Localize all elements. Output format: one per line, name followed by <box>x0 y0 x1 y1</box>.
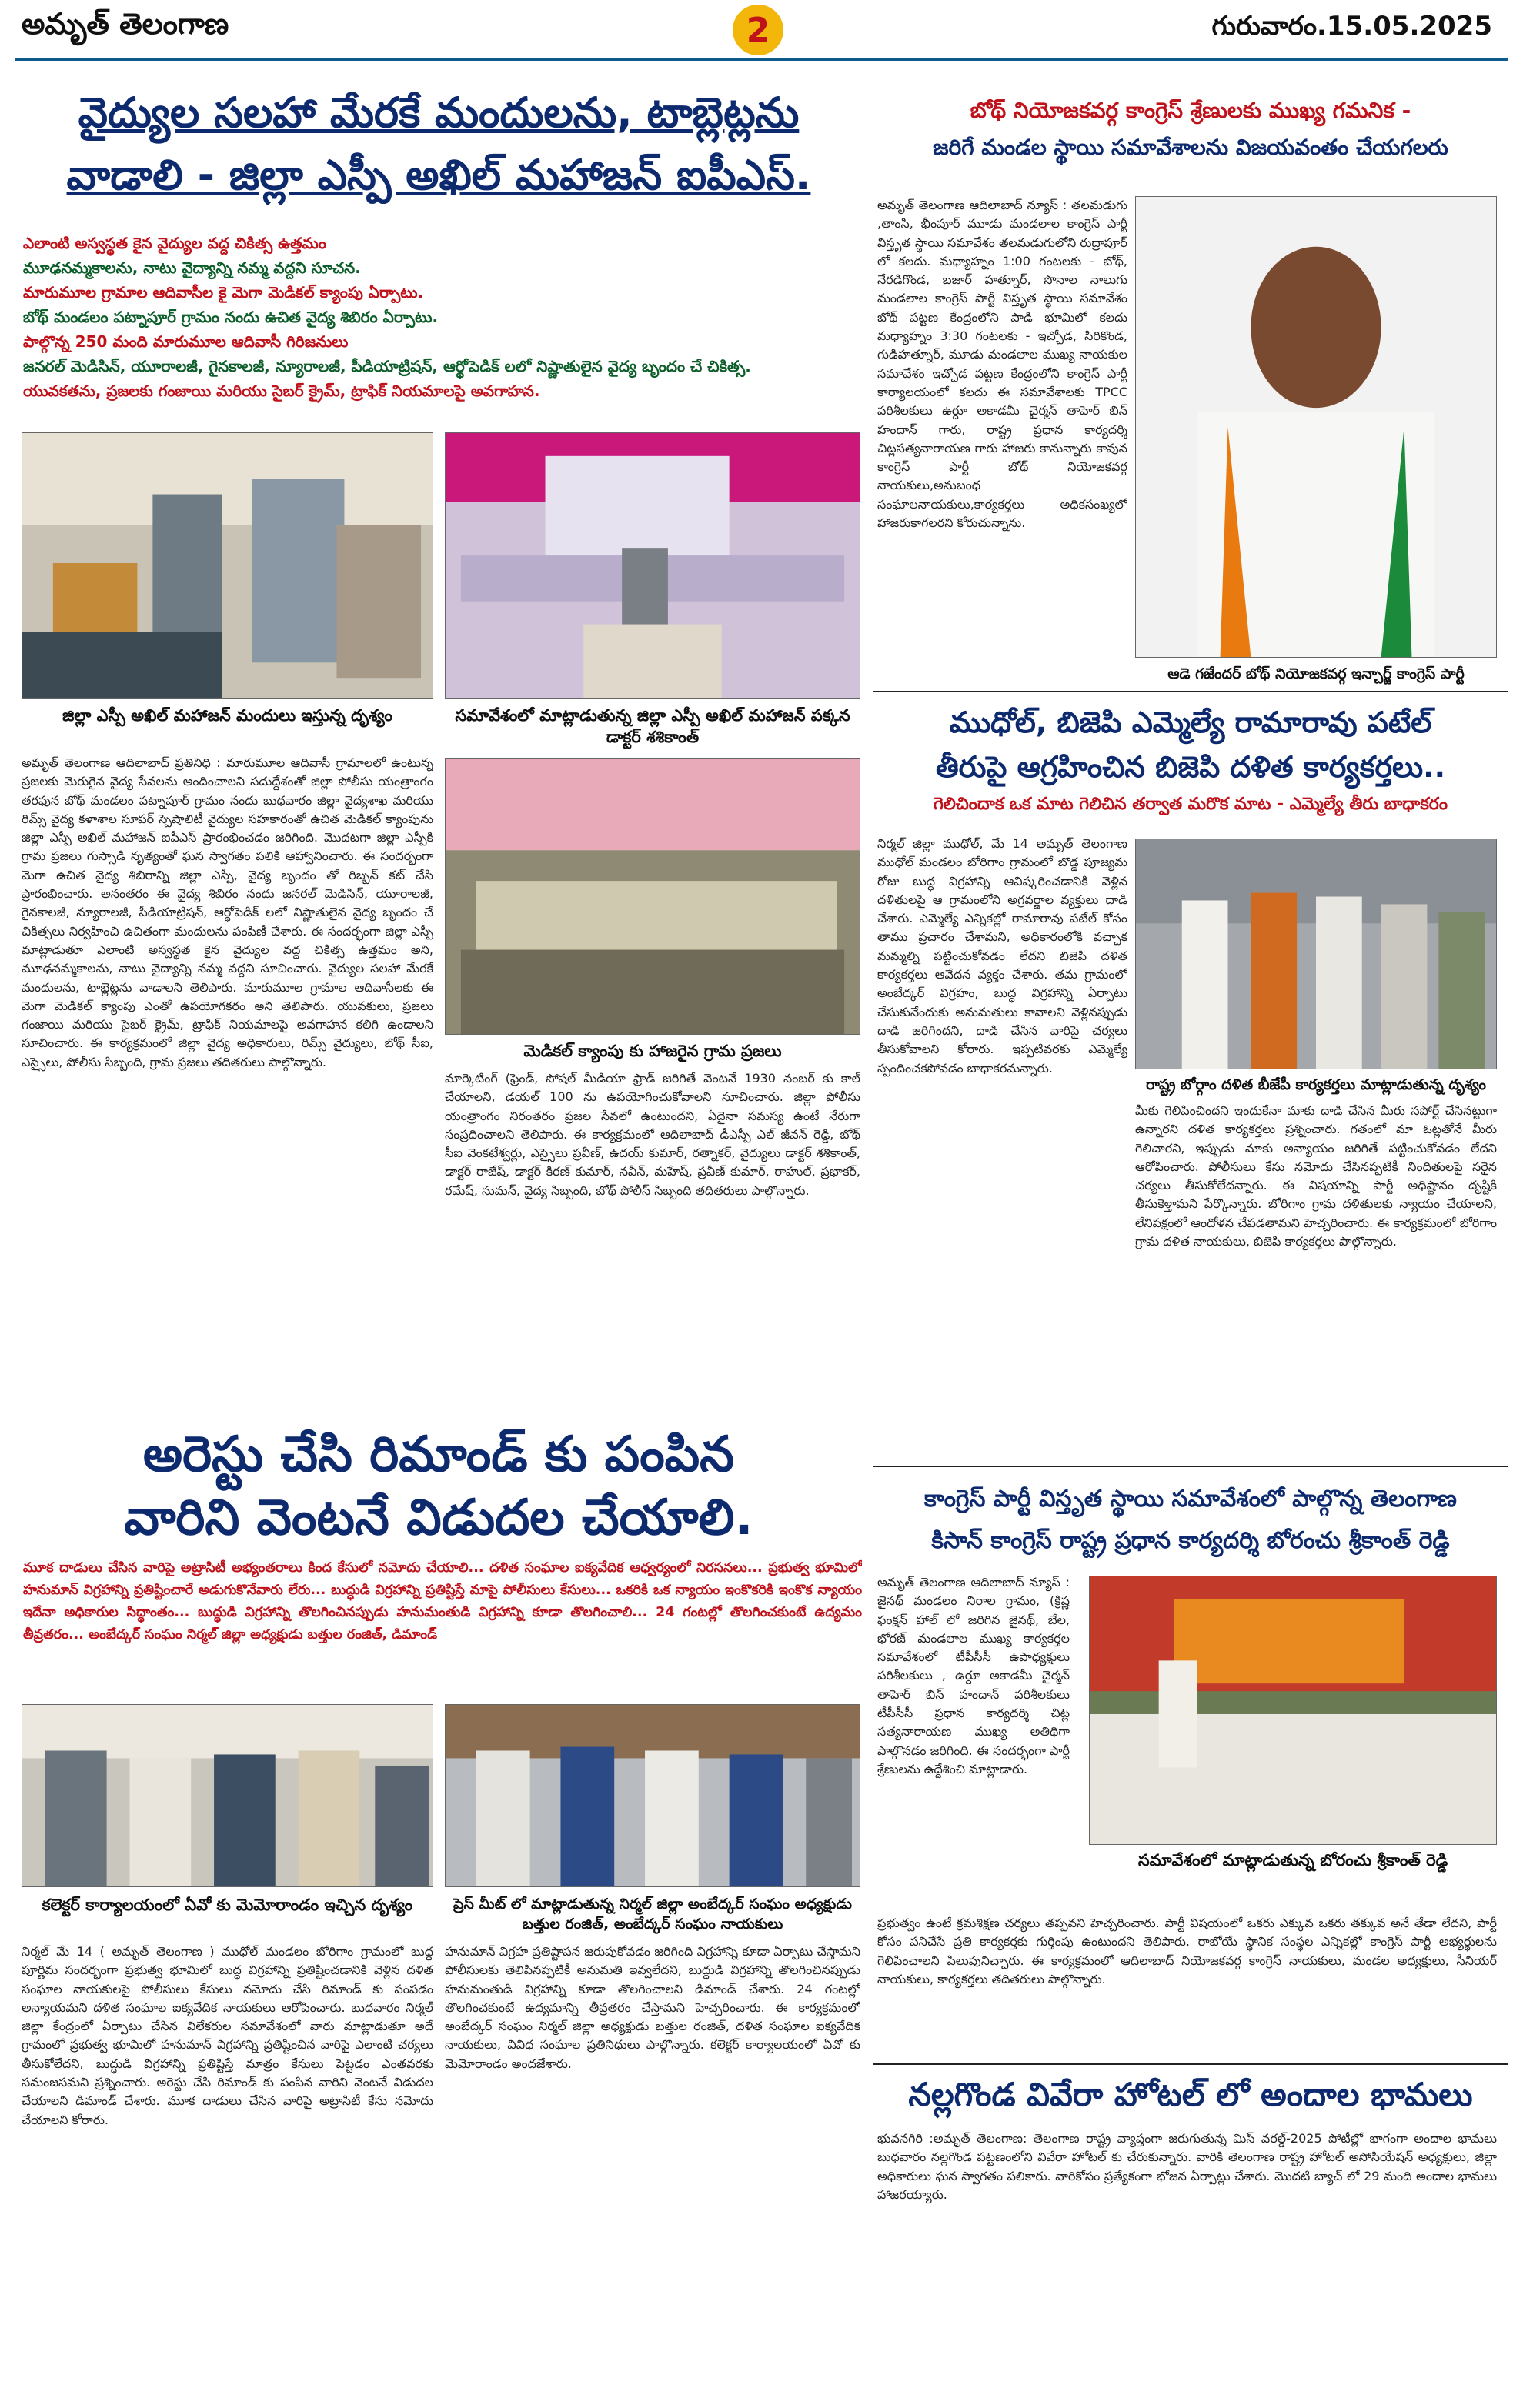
story1-body-text-continued: మార్కెటింగ్ (ఫ్రెండ్, సోషల్ మీడియా ఫ్రాడ్ జరిగితే వెంటనే 1930 నంబర్ కు కాల్ చేయాలని, డయల్ 100 ను ఉపయోగించుకోవాలని సూచించారు. జిల్లా పోలీసు యంత్రాంగం నిరంతరం ప్రజల సేవలో ఉంటుందని, ఏదైనా సమస్య ఉంటే నేరుగా సంప్రదించాలని తెలిపారు. ఈ కార్యక్రమంలో ఆదిలాబాద్ డీఎస్పీ ఎల్ జీవన్ రెడ్డి, బోథ్ సీఐ వెంకటేశ్వర్లు, ఎస్సైలు ప్రవీణ్, ఉదయ్ కుమార్, రత్నాకర్, వైద్యులు డాక్టర్ శశికాంత్, డాక్టర్ రాజేష్, డాక్టర్ కిరణ్ కుమార్, నవీన్, మహేష్, ప్రవీణ్ కుమార్, రాహుల్, ప్రభాకర్, రమేష్, సుమన్, వైద్య సిబ్బంది, బోథ్ పోలీస్ సిబ్బంది తదితరులు పాల్గొన్నారు. <box>445 1071 860 1198</box>
story2-headline-line1: బోథ్ నియోజకవర్గ కాంగ్రెస్ శ్రేణులకు ముఖ్య గమనిక - <box>970 98 1411 123</box>
story4-headline <box>15 1423 862 1549</box>
paper-name: అమృత్ తెలంగాణ <box>22 6 229 41</box>
story1-highlight-item: మూఢనమ్మకాలను, నాటు వైద్యాన్ని నమ్మ వద్దని సూచన. <box>23 258 361 277</box>
story3-photo-caption: రాష్ట్ర బోర్గాం దళిత బీజేపీ కార్యకర్తలు మాట్లాడుతున్న దృశ్యం <box>1145 1076 1487 1093</box>
story2-body-text: అమృత్ తెలంగాణ ఆదిలాబాద్ న్యూస్ : తలమడుగు ,తాంసి, భీంపూర్ మూడు మండలాల కాంగ్రెస్ పార్టీ విస్తృత స్థాయి సమావేశం తలమడుగులోని రుద్రాపూర్ లో కలదు. మధ్యాహ్నం 1:00 గంటలకు - బోథ్, నేరడిగొండ, బజార్ హత్నూర్, సొనాల నాలుగు మండలాల కాంగ్రెస్ పార్టీ విస్తృత స్థాయి సమావేశం బోథ్ పట్టణ కేంద్రంలోని పాడి భూమిలో కలదు మధ్యాహ్నం 3:30 గంటలకు - ఇచ్చోడ, సిరికొండ, గుడిహత్నూర్, మూడు మండలాల ముఖ్య నాయకుల సమావేశం ఇచ్చోడ పట్టణ కేంద్రంలోని కాంగ్రెస్ పార్టీ కార్యాలయంలో కలదు ఈ సమావేశాలకు TPCC పరిశీలకులు ఉర్దూ అకాడమీ చైర్మన్ తాహెర్ బిన్ హందాన్ గారు, రాష్ట్ర ప్రధాన కార్యదర్శి చిట్లసత్యనారాయణ గారు హాజరు కానున్నారు కావున కాంగ్రెస్ పార్టీ బోథ్ నియోజకవర్గ నాయకులు,అనుబంధ సంఘాలనాయకులు,కార్యకర్తలు అధికసంఖ్యలో హాజరుకాగలరని కోరుచున్నాను. <box>877 198 1127 531</box>
story3-body-text-right: మీకు గెలిపించిందని ఇందుకేనా మాకు దాడి చేసిన మీరు సపోర్ట్ చేసినట్టుగా ఉన్నారని దళిత కార్యకర్తలు ప్రశ్నించారు. గతంలో మా ఓట్లతోనే మీరు గెలిచారని, ఇప్పుడు మాకు అన్యాయం జరిగితే పట్టించుకోవడం లేదని ఆరోపించారు. పోలీసులు కేసు నమోదు చేసినప్పటికీ నిందితులపై సరైన చర్యలు తీసుకోలేదన్నారు. ఈ విషయాన్ని పార్టీ అధిష్టానం దృష్టికి తీసుకెళ్తామని పేర్కొన్నారు. బోరిగాం గ్రామ దళితులకు న్యాయం చేయాలని, లేనిపక్షంలో ఆందోళన చేపడతామని హెచ్చరించారు. ఈ కార్యక్రమంలో బోరిగాం గ్రామ దళిత నాయకులు, బిజెపి కార్యకర్తలు పాల్గొన్నారు. <box>1135 1103 1497 1249</box>
story1-highlight-item: ఎలాంటి అస్వస్థత కైన వైద్యుల వద్ద చికిత్స ఉత్తమం <box>23 234 326 252</box>
story6-body-text: భువనగిరి :అమృత్ తెలంగాణ: తెలంగాణ రాష్ట్ర వ్యాప్తంగా జరుగుతున్న మిస్ వరల్డ్-2025 పోటీల్లో భాగంగా అందాల భామలు బుధవారం నల్లగొండ పట్టణంలోని వివేరా హోటల్ కు చేరుకున్నారు. వారికి తెలంగాణ రాష్ట్ర హోటల్ అసోసియేషన్ అధ్యక్షులు, జిల్లా అధికారులు ఘన స్వాగతం పలికారు. వారికోసం ప్రత్యేకంగా భోజన ఏర్పాట్లు చేశారు. మొదటి బ్యాచ్ లో 29 మంది అందాల భామలు హాజరయ్యారు. <box>877 2131 1497 2202</box>
issue-date: గురువారం.15.05.2025 <box>1211 11 1492 42</box>
story5-photo-srikanth-speaking <box>1089 1576 1497 1845</box>
story4-body-text-left: నిర్మల్ మే 14 ( అమృత్ తెలంగాణ ) ముధోల్ మండలం బోరిగాం గ్రామంలో బుద్ధ పూర్ణిమ సందర్భంగా ప్రభుత్వ భూమిలో బుద్ధ విగ్రహాన్ని ప్రతిష్టించడానికి వెళ్లిన దళిత సంఘాల నాయకులపై పోలీసులు కేసులు నమోదు చేసి రిమాండ్ కు పంపడం అన్యాయమని దళిత సంఘాల ఐక్యవేదిక నాయకులు ఆరోపించారు. బుధవారం నిర్మల్ జిల్లా కేంద్రంలో ఏర్పాటు చేసిన విలేకరుల సమావేశంలో వారు మాట్లాడుతూ అదే గ్రామంలో ప్రభుత్వ భూమిలో హనుమాన్ విగ్రహాన్ని ప్రతిష్టించిన వారిపై ఎలాంటి చర్యలు తీసుకోలేదని, బుద్ధుడి విగ్రహాన్ని ప్రతిష్టిస్తే మాత్రం కేసులు పెట్టడం ఎంతవరకు సమంజసమని ప్రశ్నించారు. అరెస్టు చేసి రిమాండ్ కు పంపిన వారిని వెంటనే విడుదల చేయాలని డిమాండ్ చేశారు. మూక దాడులు చేసిన వారిపై అట్రాసిటీ కేసు నమోదు చేయాలని కోరారు. <box>22 1944 433 2127</box>
story1-headline-line1: వైద్యుల సలహా మేరకే మందులను, టాబ్లెట్లను <box>78 88 800 137</box>
story5-body-text-bottom: ప్రభుత్వం ఉంటే క్రమశిక్షణ చర్యలు తప్పవని హెచ్చరించారు. పార్టీ విషయంలో ఒకరు ఎక్కువ ఒకరు తక్కువ అనే తేడా లేదని, పార్టీ కోసం పనిచేసే ప్రతి కార్యకర్తకు గుర్తింపు ఉంటుందని తెలిపారు. రాబోయే స్థానిక సంస్థల ఎన్నికల్లో కాంగ్రెస్ పార్టీ అభ్యర్థులను గెలిపించాలని పిలుపునిచ్చారు. ఈ కార్యక్రమంలో ఆదిలాబాద్ నియోజకవర్గ కాంగ్రెస్ నాయకులు, మండల అధ్యక్షులు, సీనియర్ నాయకులు, కార్యకర్తలు తదితరులు పాల్గొన్నారు. <box>877 1916 1497 1986</box>
story4-highlight-text: మూక దాడులు చేసిన వారిపై అట్రాసిటీ అభ్యంతరాలు కింద కేసులో నమోదు చేయాలి... దళిత సంఘాల ఐక్యవేదిక ఆధ్వర్యంలో నిరసనలు... ప్రభుత్వ భూమిలో హనుమాన్ విగ్రహాన్ని ప్రతిష్టించారే అడుగుకొనేవారు లేరు... బుద్ధుడి విగ్రహాన్ని ప్రతిష్టిస్తే మాపై పోలీసులు కేసులు... ఒకరికి ఒక న్యాయం ఇంకొకరికి ఇంకొక న్యాయం ఇదేనా అధికారుల సిద్ధాంతం... బుద్ధుడి విగ్రహాన్ని తొలగించినప్పుడు హనుమంతుడి విగ్రహాన్ని కూడా తొలగించాలి... 24 గంటల్లో తొలగించకుంటే ఉద్యమం తీవ్రతరం... అంబేద్కర్ సంఘం నిర్మల్ జిల్లా అధ్యక్షుడు బత్తుల రంజిత్, డిమాండ్ <box>23 1560 862 1643</box>
story1-highlight-item: జనరల్ మెడిసిన్, యూరాలజీ, గైనకాలజీ, న్యూరాలజీ, పీడియాట్రిషన్, ఆర్థోపెడిక్ లలో నిష్ణాతులైన వైద్య బృందం చే చికిత్స. <box>23 357 751 375</box>
story5-headline-line1: కాంగ్రెస్ పార్టీ విస్తృత స్థాయి సమావేశంలో పాల్గొన్న తెలంగాణ <box>924 1486 1457 1513</box>
story3-headline-line1: ముధోల్, బిజెపి ఎమ్మెల్యే రామారావు పటేల్ <box>949 705 1432 739</box>
story3-headline-line2: తీరుపై ఆగ్రహించిన బిజెపి దళిత కార్యకర్తలు.. <box>935 750 1446 784</box>
story1-headline-line2: వాడాలి - జిల్లా ఎస్పీ అఖిల్ మహాజన్ ఐపీఎస్. <box>66 151 811 199</box>
story1-highlight-item: యువకతను, ప్రజలకు గంజాయి మరియు సైబర్ క్రైమ్, ట్రాఫిక్ నియమాలపై అవగాహన. <box>23 382 540 400</box>
page-number: 2 <box>746 10 770 50</box>
story4-headline-line2: వారిని వెంటనే విడుదల చేయాలి. <box>124 1489 753 1546</box>
story1-photo-sp-speaking <box>445 432 860 699</box>
story3-photo-dalit-workers <box>1135 839 1497 1069</box>
story1-photo-caption-2: సమావేశంలో మాట్లాడుతున్న జిల్లా ఎస్పీ అఖిల్ మహాజన్ పక్కన డాక్టర్ శశికాంత్ <box>455 706 850 746</box>
story1-highlights <box>23 231 862 403</box>
story5-body-text-left: అమృత్ తెలంగాణ ఆదిలాబాద్ న్యూస్ : జైనథ్ మండలం నిరాల గ్రామం, (క్రిష్ణ ఫంక్షన్ హాల్ లో జరిగిన జైనథ్, బేల, భోరజ్ మండలాల ముఖ్య కార్యకర్తల సమావేశంలో టీపీసీసీ ఉపాధ్యక్షులు పరిశీలకులు , ఉర్దూ అకాడమీ చైర్మన్ తాహెర్ బిన్ హందాన్ పరిశీలకులు టీపీసీసీ ప్రధాన కార్యదర్శి చిట్ల సత్యనారాయణ ముఖ్య అతిథిగా పాల్గొనడం జరిగింది. ఈ సందర్భంగా పార్టీ శ్రేణులను ఉద్దేశించి మాట్లాడారు. <box>877 1575 1070 1776</box>
story4-photo-caption-1: కలెక్టర్ కార్యాలయంలో ఏవో కు మెమోరాండం ఇచ్చిన దృశ్యం <box>42 1896 413 1914</box>
story3-headline <box>873 700 1508 820</box>
story3-body-text-left: నిర్మల్ జిల్లా ముధోల్, మే 14 అమృత్ తెలంగాణ ముధోల్ మండలం బోరిగాం గ్రామంలో బొడ్డ పూజ్యమ రోజు బుద్ధ విగ్రహాన్ని ఆవిష్కరించడానికి వెళ్లిన దళితులపై ఆ గ్రామంలోని అగ్రవర్ణాల వ్యక్తులు దాడి చేశారు. ఎమ్మెల్యే ఎన్నికల్లో రామారావు పటేల్ కోసం తాము ప్రచారం చేశామని, అధికారంలోకి వచ్చాక మమ్మల్ని పట్టించుకోవడం లేదని బిజెపి దళిత కార్యకర్తలు ఆవేదన వ్యక్తం చేశారు. తమ గ్రామంలో అంబేద్కర్ విగ్రహం, బుద్ధ విగ్రహాన్ని ఏర్పాటు చేసుకునేందుకు అనుమతులు కావాలని వెళ్లినప్పుడు దాడి జరిగిందని, దాడి చేసిన వారిపై చర్యలు తీసుకోవాలని కోరారు. ఇప్పటివరకు ఎమ్మెల్యే స్పందించకపోవడం బాధాకరమన్నారు. <box>877 836 1127 1076</box>
story2-photo-caption: ఆడె గజేందర్ బోథ్ నియోజకవర్గ ఇన్చార్జ్ కాంగ్రెస్ పార్టీ <box>1167 665 1465 682</box>
masthead-rule <box>15 58 1508 61</box>
story5-headline <box>873 1479 1508 1562</box>
story1-photo-villagers <box>445 758 860 1035</box>
story5-photo-caption: సమావేశంలో మాట్లాడుతున్న బోరంచు శ్రీకాంత్ రెడ్డి <box>1137 1851 1448 1869</box>
story6-headline: నల్లగొండ వివేరా హోటల్ లో అందాల భామలు <box>908 2076 1473 2113</box>
story4-body-text-right: హనుమాన్ విగ్రహ ప్రతిష్టాపన జరుపుకోవడం జరిగింది విగ్రహాన్ని కూడా ఏర్పాటు చేస్తామని పోలీసులకు తెలిపినప్పటికీ అనుమతి ఇవ్వలేదని, బుద్ధుడి విగ్రహాన్ని తొలగించినప్పుడు హనుమంతుడి విగ్రహాన్ని కూడా తొలగించాలని డిమాండ్ చేశారు. 24 గంటల్లో తొలగించకుంటే ఉద్యమాన్ని తీవ్రతరం చేస్తామని హెచ్చరించారు. ఈ కార్యక్రమంలో అంబేద్కర్ సంఘం నిర్మల్ జిల్లా అధ్యక్షుడు బత్తుల రంజిత్, దళిత సంఘాల ఐక్యవేదిక నాయకులు, వివిధ సంఘాల ప్రతినిధులు పాల్గొన్నారు. కలెక్టర్ కార్యాలయంలో ఏవో కు మెమోరాండం అందజేశారు. <box>445 1944 860 2071</box>
story4-headline-line1: అరెస్టు చేసి రిమాండ్ కు పంపిన <box>142 1426 735 1483</box>
divider <box>873 1466 1508 1467</box>
story3-subhead: గెలిచిందాక ఒక మాట గెలిచిన తర్వాత మరొక మాట - ఎమ్మెల్యే తీరు బాధాకరం <box>933 795 1448 814</box>
masthead <box>0 0 1523 58</box>
story1-photo-caption-1: జిల్లా ఎస్పీ అఖిల్ మహాజన్ మందులు ఇస్తున్న దృశ్యం <box>62 706 392 725</box>
story1-highlight-item: పాల్గొన్న 250 మంది మారుమూల ఆదివాసీ గిరిజనులు <box>23 332 349 351</box>
story4-photo-caption-2: ప్రెస్ మీట్ లో మాట్లాడుతున్న నిర్మల్ జిల్లా అంబేద్కర్ సంఘం అధ్యక్షుడు బత్తుల రంజిత్, అంబేద్కర్ సంఘం నాయకులు <box>453 1896 852 1933</box>
story1-photo-sp-distributing-medicine <box>22 432 433 699</box>
divider <box>873 2063 1508 2065</box>
story2-headline <box>873 92 1508 166</box>
story1-headline <box>15 85 862 209</box>
story1-highlight-item: మారుమూల గ్రామాల ఆదివాసీల కై మెగా మెడికల్ క్యాంపు ఏర్పాటు. <box>23 283 424 302</box>
story1-highlight-item: బోథ్ మండలం పట్నాపూర్ గ్రామం నందు ఉచిత వైద్య శిబిరం ఏర్పాటు. <box>23 308 439 326</box>
story5-headline-line2: కిసాన్ కాంగ్రెస్ రాష్ట్ర ప్రధాన కార్యదర్శి బోరంచు శ్రీకాంత్ రెడ్డి <box>931 1527 1450 1554</box>
page-number-badge <box>733 5 783 55</box>
story1-body-text: అమృత్ తెలంగాణ ఆదిలాబాద్ ప్రతినిధి : మారుమూల ఆదివాసీ గ్రామాలలో ఉంటున్న ప్రజలకు మెరుగైన వైద్య సేవలను అందించాలని సదుద్దేశంతో జిల్లా పోలీసు యంత్రాంగం తరఫున బోథ్ మండలం పట్నాపూర్ గ్రామం నందు బుధవారం జిల్లా వైద్యశాఖ మరియు రిమ్స్ వైద్య కళాశాల సూపర్ స్పెషాలిటీ వైద్యుల సహకారంతో ఉచిత మెడికల్ క్యాంపును జిల్లా ఎస్పీ అఖిల్ మహాజన్ ఐపీఎస్ ప్రారంభించడం జరిగింది. మొదటగా జిల్లా ఎస్పీకి గ్రామ ప్రజలు గుస్సాడి నృత్యంతో ఘన స్వాగతం పలికి ఆహ్వానించారు. ఈ సందర్భంగా మెగా ఉచిత వైద్య శిబిరాన్ని జిల్లా ఎస్పీ, వైద్య బృందం తో రిబ్బన్ కట్ చేసి ప్రారంభించారు. అనంతరం ఈ వైద్య శిబిరం నందు జనరల్ మెడిసిన్, యూరాలజీ, గైనకాలజీ, న్యూరాలజీ, పీడియాట్రిషన్, ఆర్థోపెడిక్ లలో నిష్ణాతులైన వైద్య బృందం చే చికిత్సలు నిర్వహించి ఉచితంగా మందులను పంపిణీ చేశారు. ఈ సందర్భంగా జిల్లా ఎస్పీ మాట్లాడుతూ ఎలాంటి అస్వస్థత కైన వైద్యుల వద్ద చికిత్స ఉత్తమం అని, మూఢనమ్మకాలను, నాటు వైద్యాన్ని నమ్మ వద్దని సూచించారు. వైద్యుల సలహా మేరకే మందులను, టాబ్లెట్లను వాడాలని తెలిపారు. మారుమూల గ్రామాల ఆదివాసీలకు ఈ మెగా మెడికల్ క్యాంపు ఎంతో ఉపయోగకరం అని తెలిపారు. యువకులు, ప్రజలు గంజాయి మరియు సైబర్ క్రైమ్, ట్రాఫిక్ నియమాలపై అవగాహన కలిగి ఉండాలని సూచించారు. ఈ కార్యక్రమంలో జిల్లా వైద్య అధికారులు, రిమ్స్ వైద్యులు, బోథ్ సీఐ, ఎస్సైలు, పోలీసు సిబ్బంది, గ్రామ ప్రజలు తదితరులు పాల్గొన్నారు. <box>22 755 433 1069</box>
story1-photo-caption-3: మెడికల్ క్యాంపు కు హాజరైన గ్రామ ప్రజలు <box>523 1042 782 1060</box>
story2-headline-line2: జరిగే మండల స్థాయి సమావేశాలను విజయవంతం చేయగలరు <box>933 135 1448 160</box>
divider <box>873 691 1508 692</box>
story4-photo-memorandum <box>22 1704 433 1887</box>
story4-photo-press-meet <box>445 1704 860 1887</box>
story2-photo-gajender <box>1135 196 1497 658</box>
